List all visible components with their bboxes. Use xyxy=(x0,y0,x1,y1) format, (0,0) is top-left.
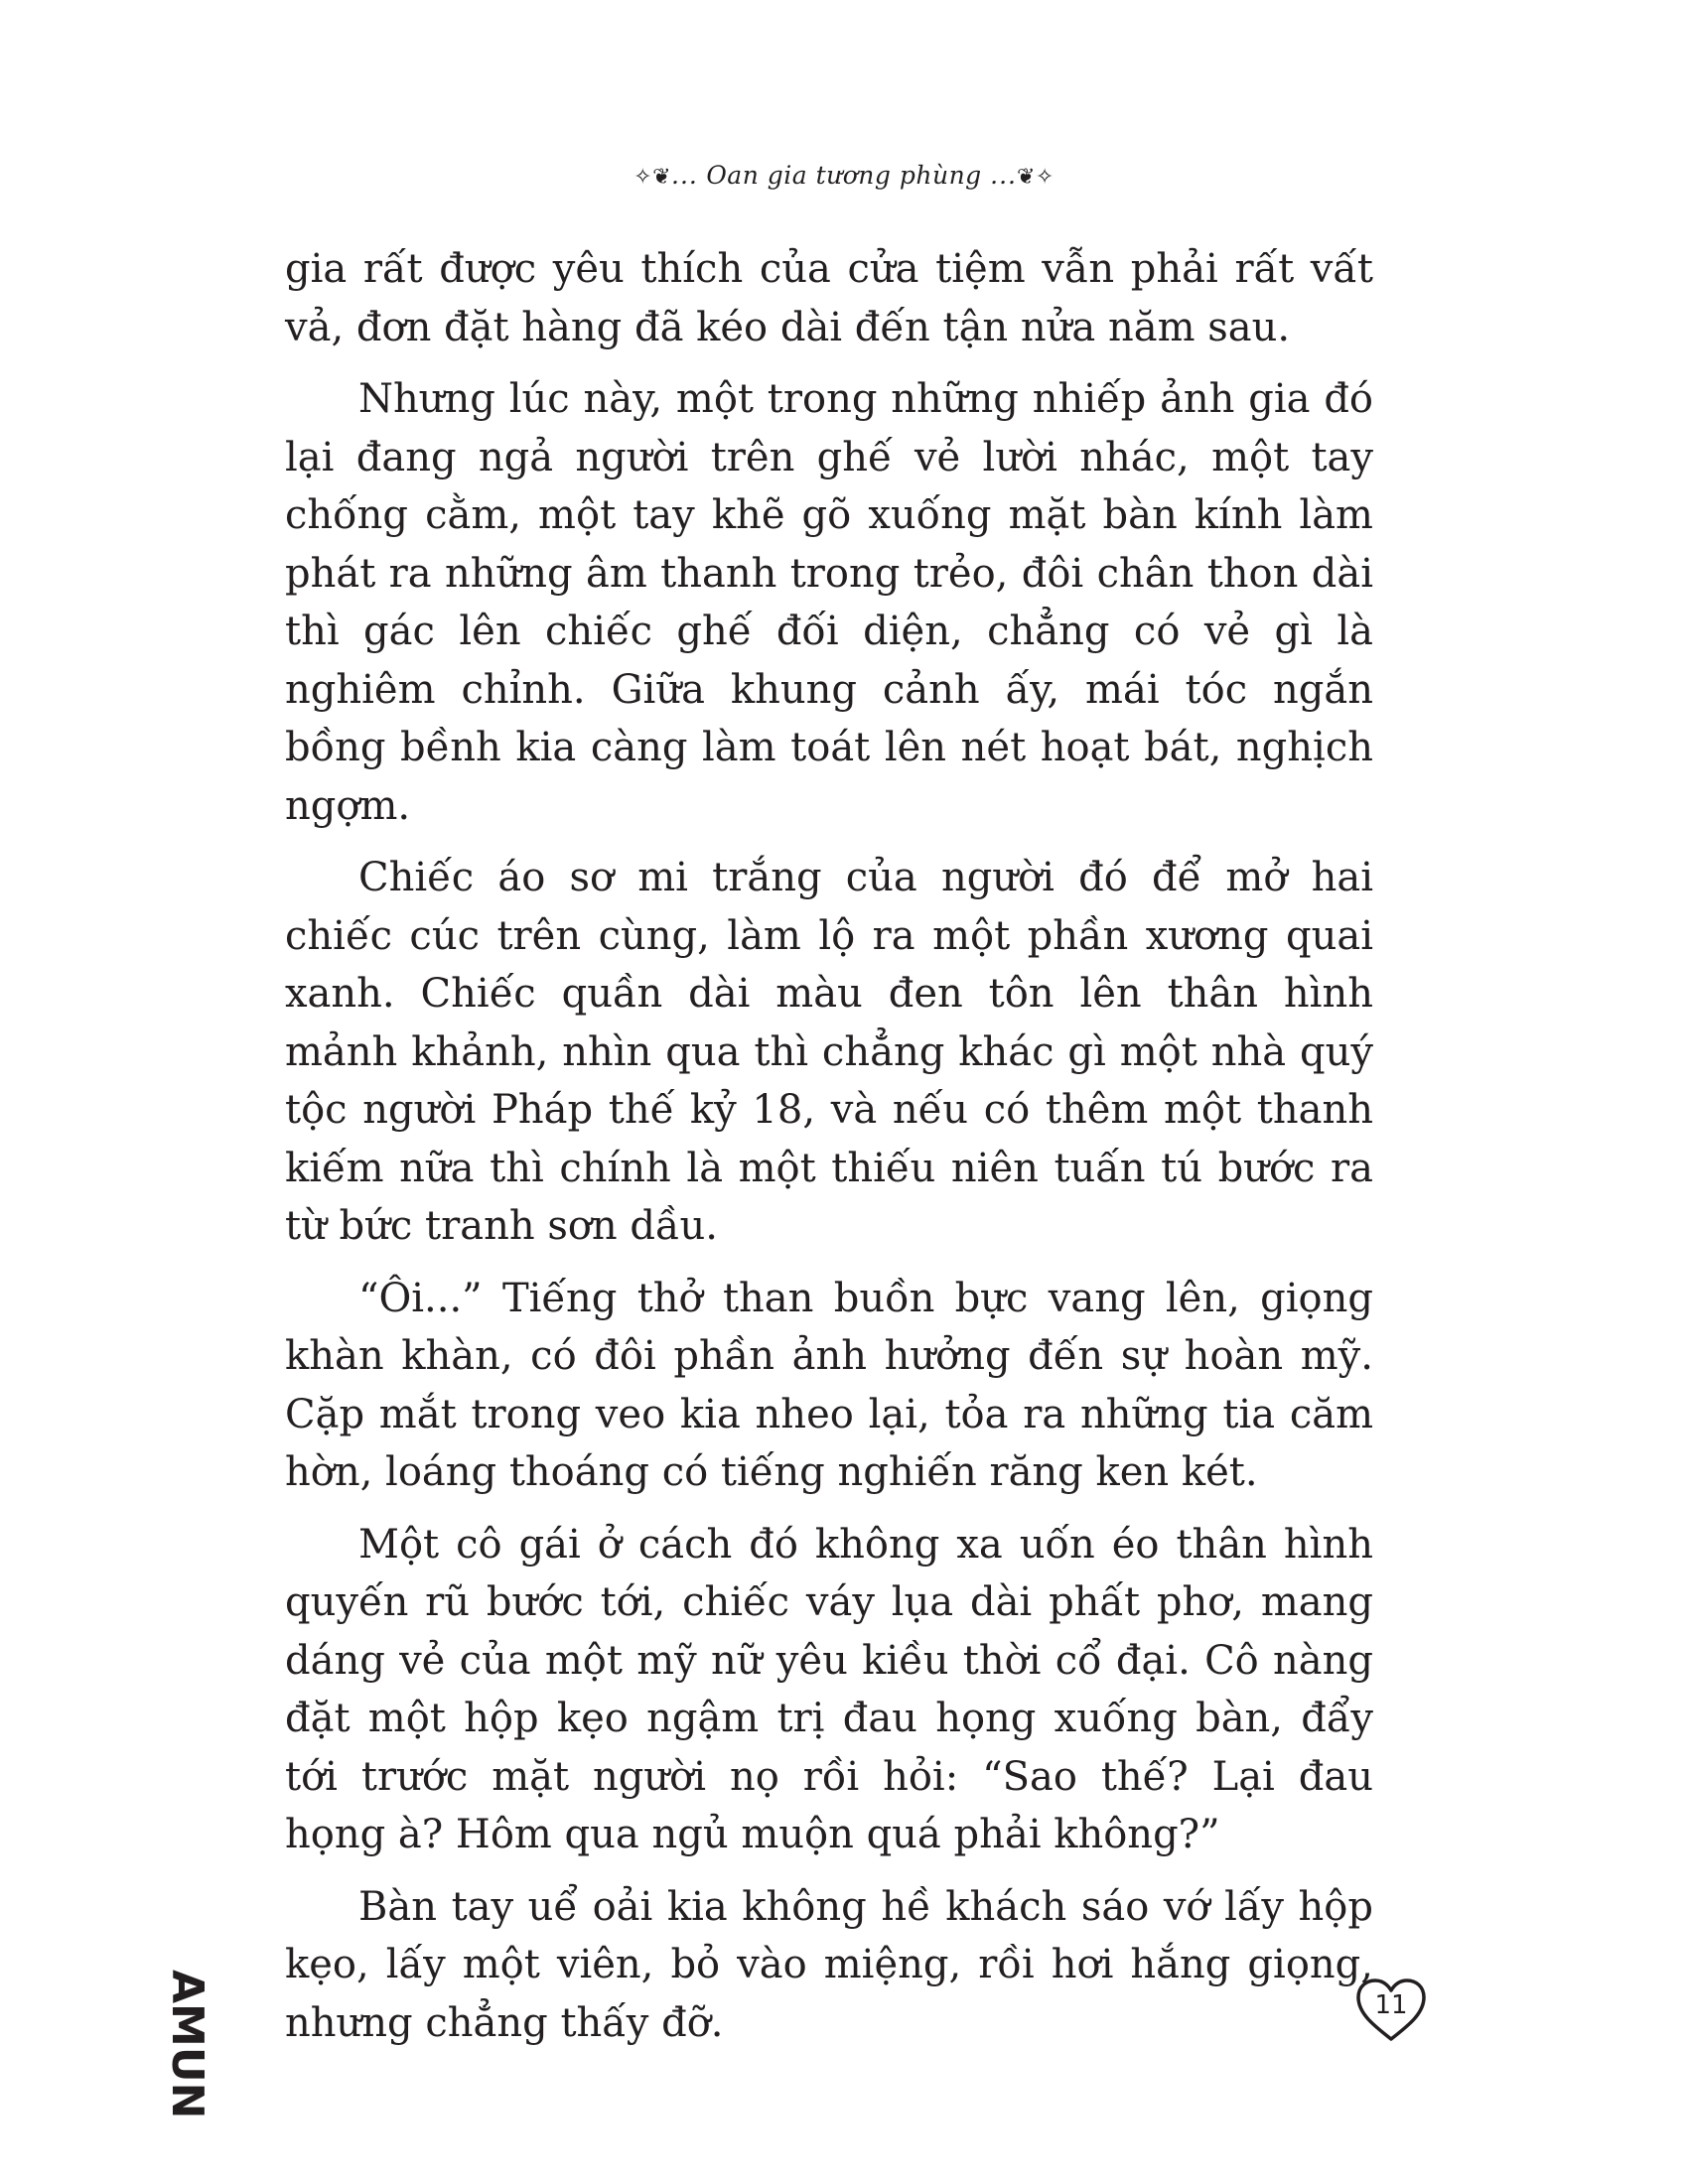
ornament-right-icon: ❦✧ xyxy=(1016,165,1055,190)
svg-text:AMUN: AMUN xyxy=(162,1970,212,2119)
body-text xyxy=(285,240,1373,2066)
paragraph: Bàn tay uể oải kia không hề khách sáo vớ lấy hộp kẹo, lấy một viên, bỏ vào miệng, rồi hơi hắng giọng, nhưng chẳng thấy đỡ. xyxy=(285,1883,1373,2046)
publisher-logo-icon xyxy=(127,1964,212,2119)
header-dots-left: ... xyxy=(671,161,698,190)
running-header xyxy=(0,161,1688,190)
paragraph: Nhưng lúc này, một trong những nhiếp ảnh gia đó lại đang ngả người trên ghế vẻ lười nhác, một tay chống cằm, một tay khẽ gõ xuống mặt bàn kính làm phát ra những âm thanh trong trẻo, đôi chân thon dài thì gác lên chiếc ghế đối diện, chẳng có vẻ gì là nghiêm chỉnh. Giữa khung cảnh ấy, mái tóc ngắn bồng bềnh kia càng làm toát lên nét hoạt bát, nghịch ngợm. xyxy=(285,376,1373,829)
header-dots-right: ... xyxy=(990,161,1017,190)
ornament-left-icon: ✧❦ xyxy=(633,165,672,190)
paragraph: Chiếc áo sơ mi trắng của người đó để mở hai chiếc cúc trên cùng, làm lộ ra một phần xương quai xanh. Chiếc quần dài màu đen tôn lên thân hình mảnh khảnh, nhìn qua thì chẳng khác gì một nhà quý tộc người Pháp thế kỷ 18, và nếu có thêm một thanh kiếm nữa thì chính là một thiếu niên tuấn tú bước ra từ bức tranh sơn dầu. xyxy=(285,855,1373,1249)
paragraph: “Ôi...” Tiếng thở than buồn bực vang lên, giọng khàn khàn, có đôi phần ảnh hưởng đến sự hoàn mỹ. Cặp mắt trong veo kia nheo lại, tỏa ra những tia căm hờn, loáng thoáng có tiếng nghiến răng ken két. xyxy=(285,1275,1373,1495)
page-number: 11 xyxy=(1374,1990,1408,2020)
paragraph: Một cô gái ở cách đó không xa uốn éo thân hình quyến rũ bước tới, chiếc váy lụa dài phất phơ, mang dáng vẻ của một mỹ nữ yêu kiều thời cổ đại. Cô nàng đặt một hộp kẹo ngậm trị đau họng xuống bàn, đẩy tới trước mặt người nọ rồi hỏi: “Sao thế? Lại đau họng à? Hôm qua ngủ muộn quá phải không?” xyxy=(285,1521,1373,1857)
paragraph: gia rất được yêu thích của cửa tiệm vẫn phải rất vất vả, đơn đặt hàng đã kéo dài đến tận nửa năm sau. xyxy=(285,246,1373,350)
header-title: Oan gia tương phùng xyxy=(706,161,982,190)
